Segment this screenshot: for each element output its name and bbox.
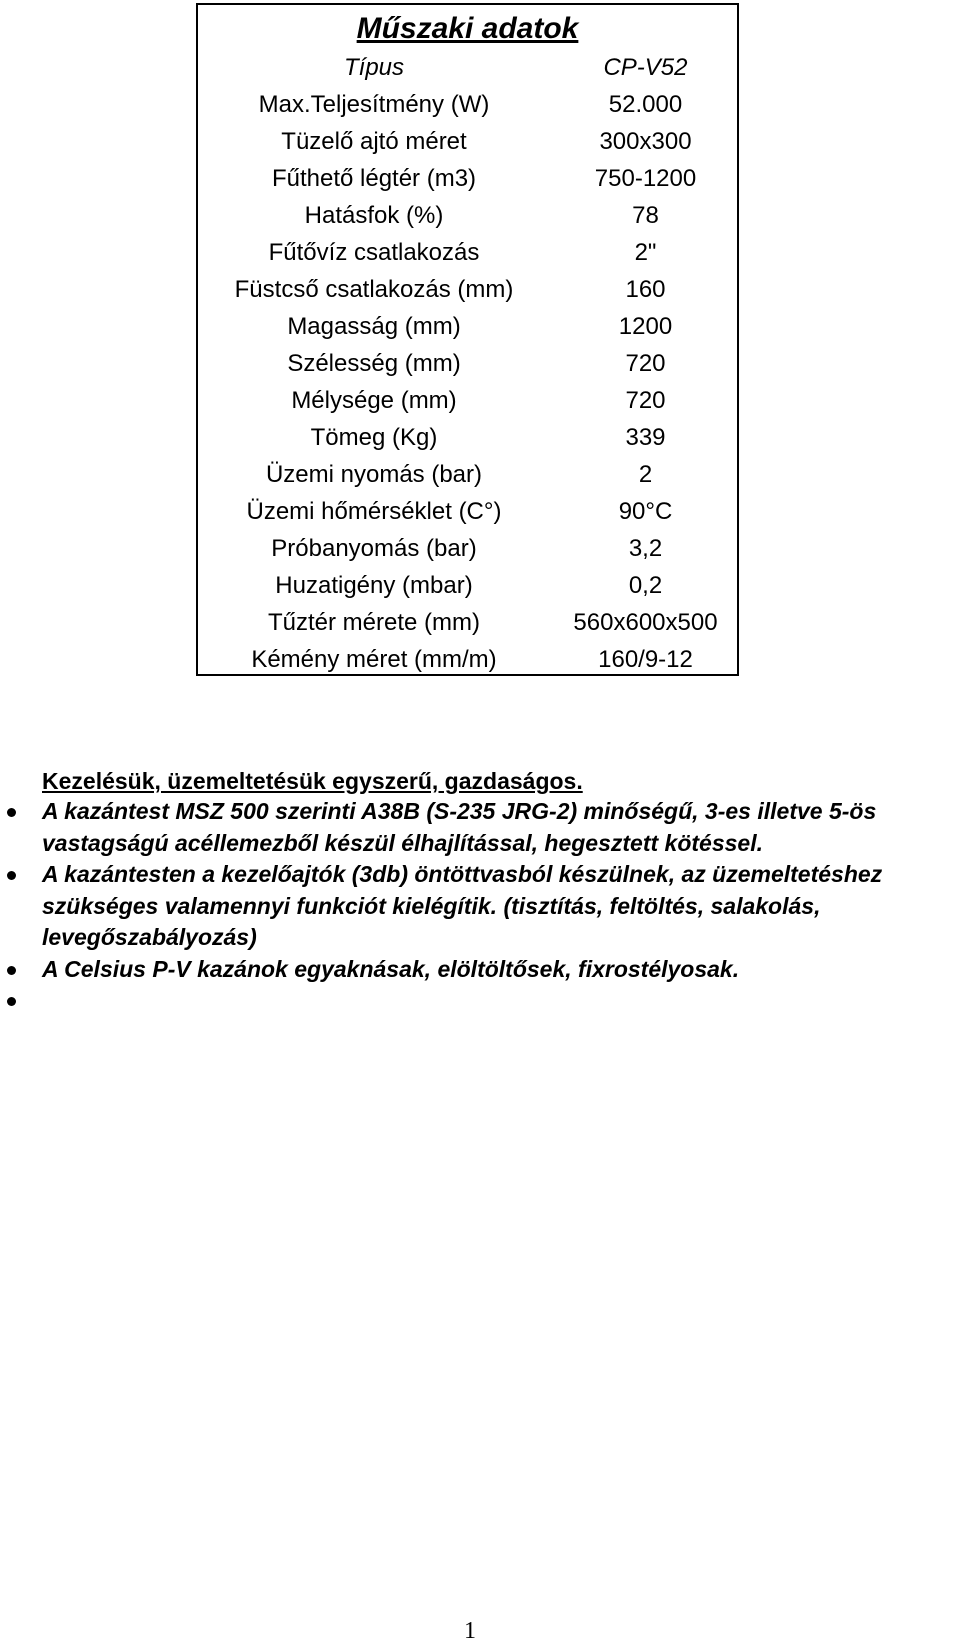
spec-row	[198, 419, 737, 456]
spec-value: 2"	[634, 239, 657, 266]
spec-label: Füstcső csatlakozás (mm)	[234, 276, 514, 303]
description-intro: Kezelésük, üzemeltetésük egyszerű, gazdaságos.	[42, 768, 583, 794]
spec-value: 90°C	[618, 498, 673, 525]
spec-row	[198, 234, 737, 271]
spec-value: CP-V52	[603, 54, 688, 81]
spec-table-title: Műszaki adatok	[356, 12, 579, 45]
spec-label: Tüzelő ajtó méret	[281, 128, 467, 155]
spec-row	[198, 641, 737, 678]
spec-row	[198, 567, 737, 604]
spec-label: Szélesség (mm)	[287, 350, 461, 377]
spec-label: Huzatigény (mbar)	[275, 572, 473, 599]
page-number: 1	[464, 1618, 476, 1644]
spec-row	[198, 271, 737, 308]
bullet-icon	[7, 871, 16, 880]
spec-row	[198, 456, 737, 493]
spec-label: Max.Teljesítmény (W)	[258, 91, 490, 118]
spec-row	[198, 345, 737, 382]
spec-label: Üzemi nyomás (bar)	[265, 461, 483, 488]
bullet-item	[0, 954, 960, 986]
bullet-text: A Celsius P-V kazánok egyaknásak, elöltöltősek, fixrostélyosak.	[42, 955, 740, 982]
spec-value: 2	[638, 461, 653, 488]
spec-label: Típus	[343, 54, 405, 81]
bullet-text: A kazántest MSZ 500 szerinti A38B (S-235 JRG-2) minőségű, 3-es illetve 5-ös vastagságú acéllemezből készül élhajlítással, hegesztett kötéssel.	[42, 798, 877, 856]
bullet-item	[0, 985, 960, 1017]
spec-row	[198, 197, 737, 234]
spec-value: 560x600x500	[573, 609, 718, 636]
spec-label: Tömeg (Kg)	[310, 424, 438, 451]
spec-value: 300x300	[599, 128, 692, 155]
spec-value: 750-1200	[594, 165, 697, 192]
spec-row	[198, 86, 737, 123]
spec-label: Fűtővíz csatlakozás	[268, 239, 480, 266]
bullet-text: A kazántesten a kezelőajtók (3db) öntöttvasból készülnek, az üzemeltetéshez szükséges valamennyi funkciót kielégítik. (tisztítás, feltöltés, salakolás, levegőszabályozás)	[42, 861, 883, 950]
spec-row	[198, 49, 737, 86]
spec-label: Hatásfok (%)	[304, 202, 444, 229]
spec-label: Magasság (mm)	[287, 313, 461, 340]
bullet-item	[0, 859, 960, 954]
spec-value: 720	[625, 387, 666, 414]
bullet-icon	[7, 966, 16, 975]
spec-label: Próbanyomás (bar)	[271, 535, 477, 562]
spec-value: 339	[625, 424, 666, 451]
spec-value: 3,2	[628, 535, 663, 562]
spec-value: 160	[625, 276, 666, 303]
spec-row	[198, 160, 737, 197]
spec-value: 78	[632, 202, 659, 229]
spec-value: 160/9-12	[598, 646, 693, 673]
spec-label: Fűthető légtér (m3)	[271, 165, 477, 192]
spec-label: Tűztér mérete (mm)	[267, 609, 480, 636]
spec-value: 1200	[618, 313, 673, 340]
spec-row	[198, 123, 737, 160]
spec-row	[198, 308, 737, 345]
spec-value: 52.000	[608, 91, 683, 118]
bullet-item	[0, 796, 960, 859]
spec-table	[196, 3, 739, 676]
spec-label: Kémény méret (mm/m)	[251, 646, 497, 673]
spec-row	[198, 530, 737, 567]
spec-value: 0,2	[628, 572, 663, 599]
spec-row	[198, 382, 737, 419]
spec-value: 720	[625, 350, 666, 377]
description-bullet-list	[0, 796, 960, 1017]
spec-row	[198, 493, 737, 530]
bullet-icon	[7, 808, 16, 817]
spec-row	[198, 604, 737, 641]
bullet-icon	[7, 997, 16, 1006]
spec-label: Üzemi hőmérséklet (C°)	[246, 498, 502, 525]
spec-label: Mélysége (mm)	[291, 387, 457, 414]
